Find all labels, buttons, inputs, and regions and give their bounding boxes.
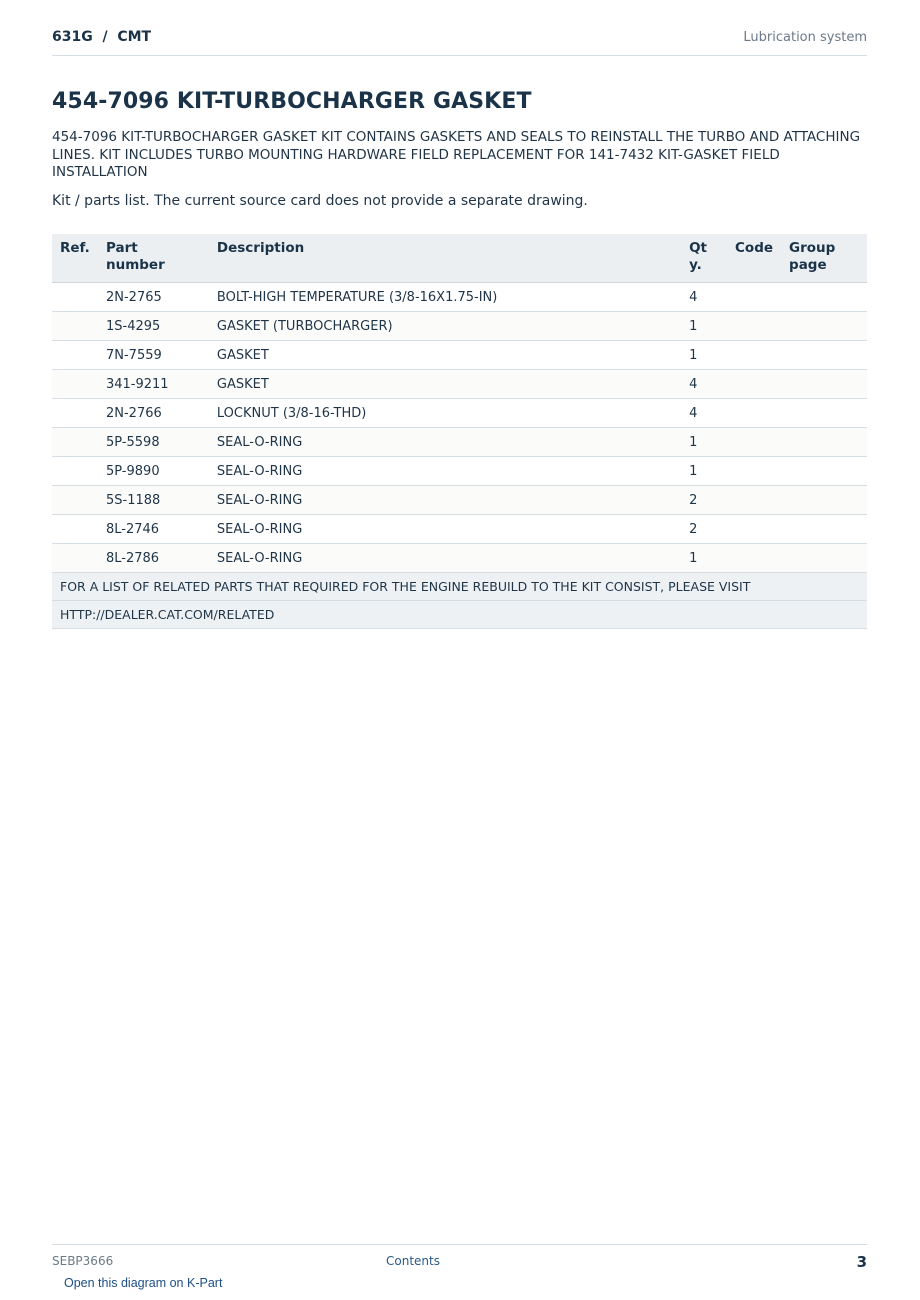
cell-ref (52, 428, 98, 457)
open-in-kpart-link[interactable]: Open this diagram on K-Part (64, 1276, 223, 1290)
cell-description: GASKET (209, 341, 681, 370)
cell-code (727, 341, 781, 370)
cell-ref (52, 486, 98, 515)
document-id: SEBP3666 (52, 1254, 114, 1268)
col-part-number-header: Part number (98, 234, 209, 283)
cell-part-number: 8L-2746 (98, 515, 209, 544)
cell-qty: 1 (681, 312, 727, 341)
cell-group-page (781, 370, 867, 399)
col-ref-header: Ref. (52, 234, 98, 283)
table-row (52, 370, 867, 399)
cell-description: SEAL-O-RING (209, 515, 681, 544)
cell-code (727, 428, 781, 457)
col-code-header: Code (727, 234, 781, 283)
table-note-text: HTTP://DEALER.CAT.COM/RELATED (52, 601, 867, 629)
cell-part-number: 2N-2765 (98, 283, 209, 312)
cell-part-number: 5S-1188 (98, 486, 209, 515)
cell-code (727, 457, 781, 486)
table-note-row (52, 601, 867, 629)
cell-group-page (781, 457, 867, 486)
cell-description: SEAL-O-RING (209, 428, 681, 457)
cell-group-page (781, 428, 867, 457)
page-header (52, 28, 867, 56)
cell-description: LOCKNUT (3/8-16-THD) (209, 399, 681, 428)
cell-description: SEAL-O-RING (209, 544, 681, 573)
cell-qty: 1 (681, 428, 727, 457)
cell-ref (52, 399, 98, 428)
breadcrumb: 631G / CMT (52, 29, 152, 45)
table-row (52, 312, 867, 341)
col-qty-header: Qty. (681, 234, 727, 283)
cell-part-number: 1S-4295 (98, 312, 209, 341)
col-description-header: Description (209, 234, 681, 283)
table-header-row (52, 234, 867, 283)
cell-group-page (781, 399, 867, 428)
cell-ref (52, 341, 98, 370)
cell-qty: 4 (681, 370, 727, 399)
table-row (52, 486, 867, 515)
parts-table (52, 234, 867, 629)
table-note-row (52, 573, 867, 601)
cell-description: SEAL-O-RING (209, 486, 681, 515)
table-note-text: FOR A LIST OF RELATED PARTS THAT REQUIRED FOR THE ENGINE REBUILD TO THE KIT CONSIST, PLEASE VISIT (52, 573, 867, 601)
table-row (52, 283, 867, 312)
cell-group-page (781, 544, 867, 573)
cell-ref (52, 370, 98, 399)
cell-qty: 1 (681, 457, 727, 486)
cell-ref (52, 283, 98, 312)
section-name: Lubrication system (743, 30, 867, 45)
table-row (52, 515, 867, 544)
cell-qty: 2 (681, 486, 727, 515)
cell-ref (52, 312, 98, 341)
col-group-page-header: Group page (781, 234, 867, 283)
cell-qty: 4 (681, 399, 727, 428)
page-number: 3 (856, 1253, 867, 1271)
page-footer (52, 1244, 867, 1273)
cell-group-page (781, 283, 867, 312)
cell-description: GASKET (TURBOCHARGER) (209, 312, 681, 341)
cell-part-number: 7N-7559 (98, 341, 209, 370)
cell-code (727, 486, 781, 515)
cell-code (727, 399, 781, 428)
table-row (52, 341, 867, 370)
table-row (52, 457, 867, 486)
page-title: 454-7096 KIT-TURBOCHARGER GASKET (52, 89, 532, 114)
cell-description: BOLT-HIGH TEMPERATURE (3/8-16X1.75-IN) (209, 283, 681, 312)
cell-part-number: 5P-9890 (98, 457, 209, 486)
cell-part-number: 8L-2786 (98, 544, 209, 573)
cell-group-page (781, 515, 867, 544)
cell-group-page (781, 486, 867, 515)
cell-code (727, 283, 781, 312)
drawing-note: Kit / parts list. The current source card does not provide a separate drawing. (52, 193, 588, 209)
cell-ref (52, 457, 98, 486)
cell-code (727, 544, 781, 573)
cell-group-page (781, 312, 867, 341)
cell-qty: 1 (681, 544, 727, 573)
cell-qty: 1 (681, 341, 727, 370)
cell-part-number: 5P-5598 (98, 428, 209, 457)
cell-code (727, 312, 781, 341)
cell-part-number: 341-9211 (98, 370, 209, 399)
table-row (52, 399, 867, 428)
cell-ref (52, 544, 98, 573)
table-row (52, 544, 867, 573)
contents-link[interactable]: Contents (386, 1254, 440, 1268)
kit-summary: 454-7096 KIT-TURBOCHARGER GASKET KIT CONTAINS GASKETS AND SEALS TO REINSTALL THE TURBO AND ATTACHING LINES. KIT INCLUDES TURBO MOUNTING HARDWARE FIELD REPLACEMENT FOR 141-7432 KIT-GASKET FIELD INSTALLATION (52, 129, 861, 180)
table-row (52, 428, 867, 457)
cell-group-page (781, 341, 867, 370)
cell-qty: 2 (681, 515, 727, 544)
cell-code (727, 370, 781, 399)
cell-description: GASKET (209, 370, 681, 399)
cell-code (727, 515, 781, 544)
cell-part-number: 2N-2766 (98, 399, 209, 428)
cell-qty: 4 (681, 283, 727, 312)
cell-ref (52, 515, 98, 544)
cell-description: SEAL-O-RING (209, 457, 681, 486)
